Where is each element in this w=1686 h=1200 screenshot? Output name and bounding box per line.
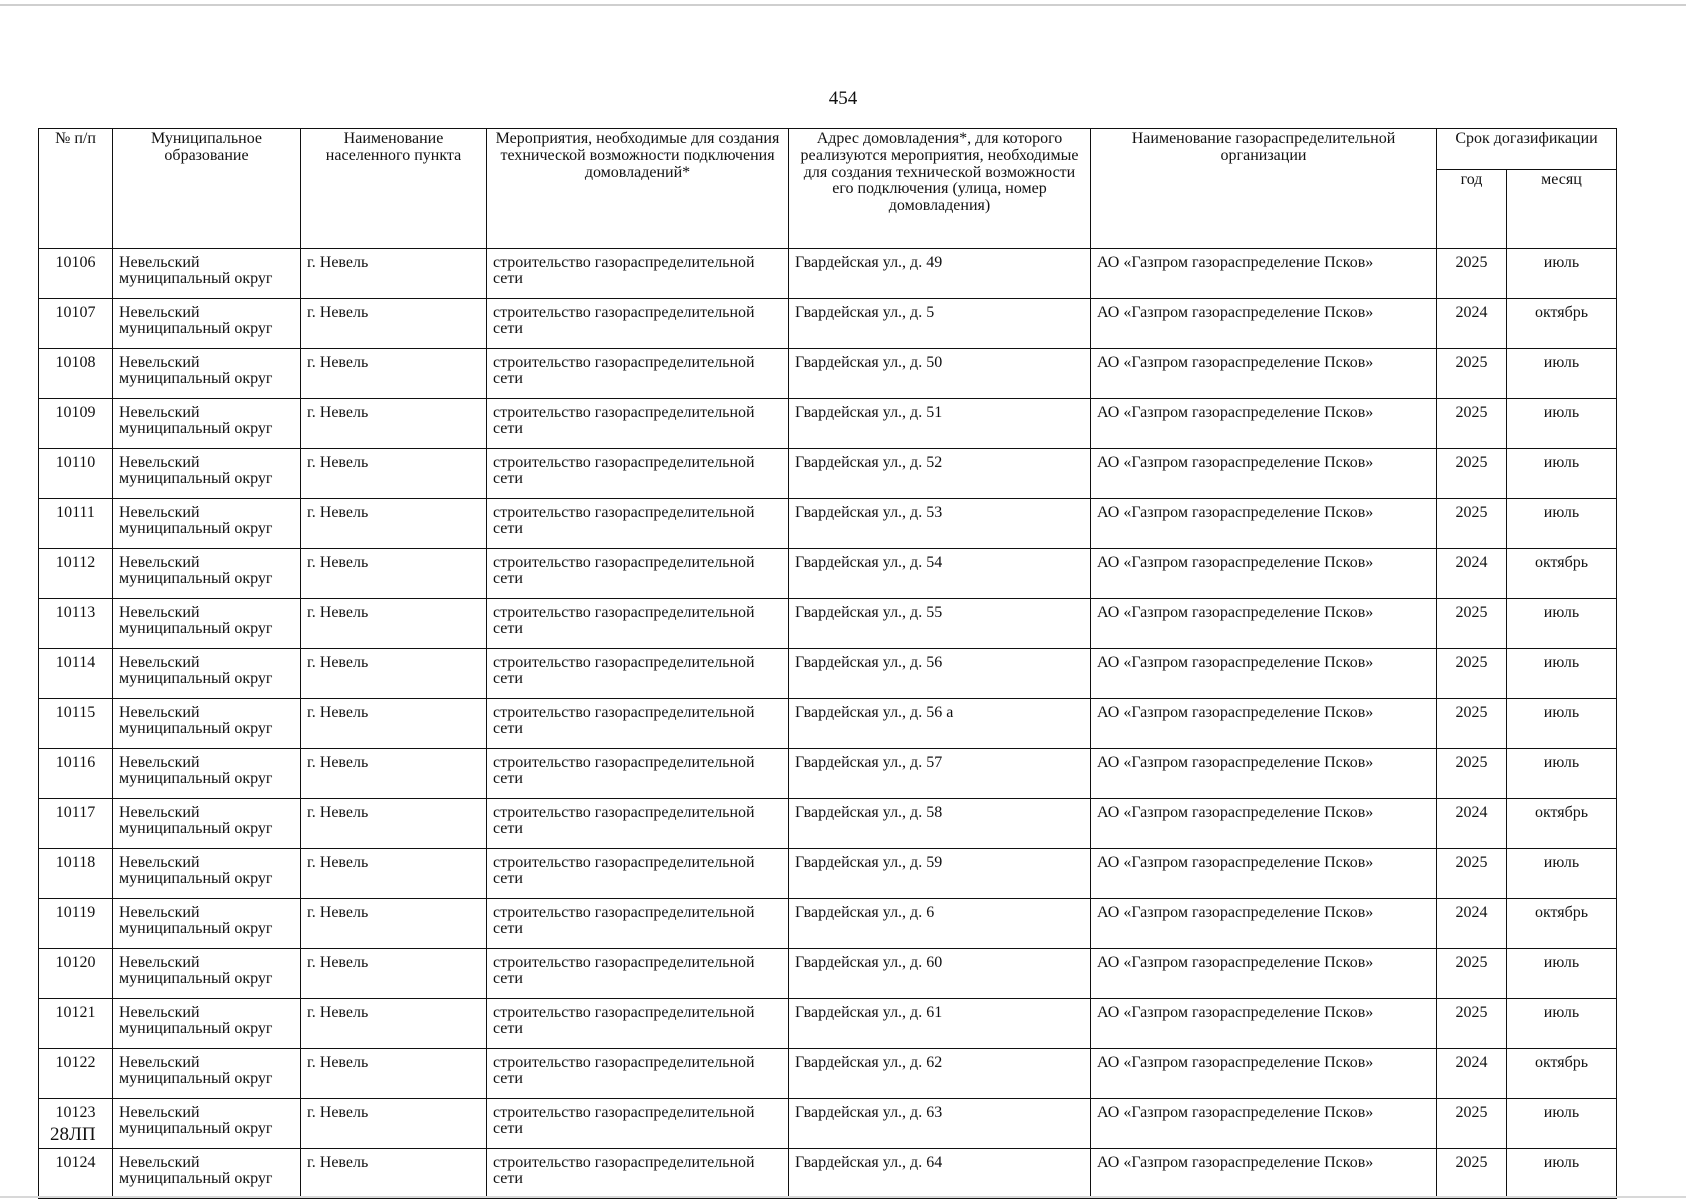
address-cell: Гвардейская ул., д. 64 bbox=[789, 1149, 1091, 1199]
measures-cell: строительство газораспределительной сети bbox=[487, 999, 789, 1049]
measures-cell: строительство газораспределительной сети bbox=[487, 1049, 789, 1099]
measures-cell: строительство газораспределительной сети bbox=[487, 1149, 789, 1199]
locality-cell: г. Невель bbox=[301, 599, 487, 649]
locality-cell: г. Невель bbox=[301, 899, 487, 949]
locality-cell: г. Невель bbox=[301, 999, 487, 1049]
municipality-cell: Невельский муниципальный округ bbox=[113, 999, 301, 1049]
header-measures: Мероприятия, необходимые для создания технической возможности подключения домовладений* bbox=[487, 129, 789, 249]
organization-cell: АО «Газпром газораспределение Псков» bbox=[1091, 649, 1437, 699]
month-cell: июль bbox=[1507, 649, 1617, 699]
row-num-cell: 10107 bbox=[39, 299, 113, 349]
month-cell: июль bbox=[1507, 499, 1617, 549]
organization-cell: АО «Газпром газораспределение Псков» bbox=[1091, 849, 1437, 899]
measures-cell: строительство газораспределительной сети bbox=[487, 849, 789, 899]
address-cell: Гвардейская ул., д. 51 bbox=[789, 399, 1091, 449]
measures-cell: строительство газораспределительной сети bbox=[487, 799, 789, 849]
year-cell: 2025 bbox=[1437, 499, 1507, 549]
municipality-cell: Невельский муниципальный округ bbox=[113, 299, 301, 349]
month-cell: июль bbox=[1507, 749, 1617, 799]
table-row bbox=[39, 799, 1617, 849]
locality-cell: г. Невель bbox=[301, 399, 487, 449]
table-row bbox=[39, 749, 1617, 799]
address-cell: Гвардейская ул., д. 58 bbox=[789, 799, 1091, 849]
table-body bbox=[39, 249, 1617, 1199]
municipality-cell: Невельский муниципальный округ bbox=[113, 1049, 301, 1099]
organization-cell: АО «Газпром газораспределение Псков» bbox=[1091, 249, 1437, 299]
year-cell: 2025 bbox=[1437, 999, 1507, 1049]
table-row bbox=[39, 1099, 1617, 1149]
row-num-cell: 10118 bbox=[39, 849, 113, 899]
organization-cell: АО «Газпром газораспределение Псков» bbox=[1091, 499, 1437, 549]
row-num-cell: 10110 bbox=[39, 449, 113, 499]
measures-cell: строительство газораспределительной сети bbox=[487, 649, 789, 699]
address-cell: Гвардейская ул., д. 60 bbox=[789, 949, 1091, 999]
header-month: месяц bbox=[1507, 170, 1617, 249]
locality-cell: г. Невель bbox=[301, 849, 487, 899]
measures-cell: строительство газораспределительной сети bbox=[487, 499, 789, 549]
municipality-cell: Невельский муниципальный округ bbox=[113, 849, 301, 899]
page-number: 454 bbox=[828, 88, 858, 109]
month-cell: октябрь bbox=[1507, 899, 1617, 949]
address-cell: Гвардейская ул., д. 59 bbox=[789, 849, 1091, 899]
municipality-cell: Невельский муниципальный округ bbox=[113, 799, 301, 849]
organization-cell: АО «Газпром газораспределение Псков» bbox=[1091, 1149, 1437, 1199]
organization-cell: АО «Газпром газораспределение Псков» bbox=[1091, 699, 1437, 749]
year-cell: 2024 bbox=[1437, 549, 1507, 599]
organization-cell: АО «Газпром газораспределение Псков» bbox=[1091, 899, 1437, 949]
header-num: № п/п bbox=[39, 129, 113, 249]
month-cell: июль bbox=[1507, 999, 1617, 1049]
address-cell: Гвардейская ул., д. 50 bbox=[789, 349, 1091, 399]
organization-cell: АО «Газпром газораспределение Псков» bbox=[1091, 549, 1437, 599]
header-address: Адрес домовладения*, для которого реализуются мероприятия, необходимые для создания технической возможности его подключения (улица, номер домовладения) bbox=[789, 129, 1091, 249]
locality-cell: г. Невель bbox=[301, 549, 487, 599]
address-cell: Гвардейская ул., д. 53 bbox=[789, 499, 1091, 549]
row-num-cell: 10108 bbox=[39, 349, 113, 399]
year-cell: 2024 bbox=[1437, 299, 1507, 349]
month-cell: июль bbox=[1507, 349, 1617, 399]
municipality-cell: Невельский муниципальный округ bbox=[113, 1149, 301, 1199]
month-cell: июль bbox=[1507, 699, 1617, 749]
month-cell: июль bbox=[1507, 449, 1617, 499]
scan-edge-top bbox=[0, 4, 1686, 6]
month-cell: июль bbox=[1507, 1149, 1617, 1199]
scan-edge-bottom bbox=[0, 1196, 1686, 1198]
measures-cell: строительство газораспределительной сети bbox=[487, 749, 789, 799]
row-num-cell: 10119 bbox=[39, 899, 113, 949]
address-cell: Гвардейская ул., д. 49 bbox=[789, 249, 1091, 299]
row-num-cell: 10115 bbox=[39, 699, 113, 749]
organization-cell: АО «Газпром газораспределение Псков» bbox=[1091, 599, 1437, 649]
municipality-cell: Невельский муниципальный округ bbox=[113, 899, 301, 949]
organization-cell: АО «Газпром газораспределение Псков» bbox=[1091, 299, 1437, 349]
year-cell: 2025 bbox=[1437, 599, 1507, 649]
header-locality: Наименование населенного пункта bbox=[301, 129, 487, 249]
table-row bbox=[39, 349, 1617, 399]
organization-cell: АО «Газпром газораспределение Псков» bbox=[1091, 1049, 1437, 1099]
gasification-table bbox=[38, 128, 1617, 1199]
year-cell: 2024 bbox=[1437, 899, 1507, 949]
month-cell: июль bbox=[1507, 1099, 1617, 1149]
row-num-cell: 10117 bbox=[39, 799, 113, 849]
year-cell: 2024 bbox=[1437, 1049, 1507, 1099]
year-cell: 2025 bbox=[1437, 749, 1507, 799]
measures-cell: строительство газораспределительной сети bbox=[487, 949, 789, 999]
address-cell: Гвардейская ул., д. 62 bbox=[789, 1049, 1091, 1099]
organization-cell: АО «Газпром газораспределение Псков» bbox=[1091, 799, 1437, 849]
locality-cell: г. Невель bbox=[301, 1099, 487, 1149]
year-cell: 2025 bbox=[1437, 399, 1507, 449]
municipality-cell: Невельский муниципальный округ bbox=[113, 649, 301, 699]
measures-cell: строительство газораспределительной сети bbox=[487, 449, 789, 499]
year-cell: 2025 bbox=[1437, 1149, 1507, 1199]
municipality-cell: Невельский муниципальный округ bbox=[113, 699, 301, 749]
year-cell: 2025 bbox=[1437, 1099, 1507, 1149]
row-num-cell: 10122 bbox=[39, 1049, 113, 1099]
table-row bbox=[39, 1049, 1617, 1099]
measures-cell: строительство газораспределительной сети bbox=[487, 399, 789, 449]
organization-cell: АО «Газпром газораспределение Псков» bbox=[1091, 1099, 1437, 1149]
measures-cell: строительство газораспределительной сети bbox=[487, 349, 789, 399]
table-row bbox=[39, 499, 1617, 549]
municipality-cell: Невельский муниципальный округ bbox=[113, 349, 301, 399]
table-row bbox=[39, 1149, 1617, 1199]
address-cell: Гвардейская ул., д. 54 bbox=[789, 549, 1091, 599]
organization-cell: АО «Газпром газораспределение Псков» bbox=[1091, 749, 1437, 799]
locality-cell: г. Невель bbox=[301, 949, 487, 999]
address-cell: Гвардейская ул., д. 52 bbox=[789, 449, 1091, 499]
header-municipality: Муниципальное образование bbox=[113, 129, 301, 249]
year-cell: 2024 bbox=[1437, 799, 1507, 849]
month-cell: октябрь bbox=[1507, 549, 1617, 599]
year-cell: 2025 bbox=[1437, 949, 1507, 999]
row-num-cell: 10121 bbox=[39, 999, 113, 1049]
locality-cell: г. Невель bbox=[301, 699, 487, 749]
row-num-cell: 10109 bbox=[39, 399, 113, 449]
year-cell: 2025 bbox=[1437, 249, 1507, 299]
month-cell: июль bbox=[1507, 849, 1617, 899]
month-cell: октябрь bbox=[1507, 799, 1617, 849]
table-row bbox=[39, 549, 1617, 599]
row-num-cell: 10113 bbox=[39, 599, 113, 649]
locality-cell: г. Невель bbox=[301, 749, 487, 799]
table-header bbox=[39, 129, 1617, 249]
month-cell: июль bbox=[1507, 599, 1617, 649]
measures-cell: строительство газораспределительной сети bbox=[487, 599, 789, 649]
municipality-cell: Невельский муниципальный округ bbox=[113, 599, 301, 649]
locality-cell: г. Невель bbox=[301, 249, 487, 299]
header-deadline: Срок догазификации bbox=[1437, 129, 1617, 170]
address-cell: Гвардейская ул., д. 57 bbox=[789, 749, 1091, 799]
address-cell: Гвардейская ул., д. 55 bbox=[789, 599, 1091, 649]
municipality-cell: Невельский муниципальный округ bbox=[113, 549, 301, 599]
table-row bbox=[39, 299, 1617, 349]
table-row bbox=[39, 449, 1617, 499]
organization-cell: АО «Газпром газораспределение Псков» bbox=[1091, 449, 1437, 499]
footer-code: 28ЛП bbox=[50, 1124, 96, 1145]
month-cell: июль bbox=[1507, 949, 1617, 999]
year-cell: 2025 bbox=[1437, 349, 1507, 399]
table-row bbox=[39, 699, 1617, 749]
locality-cell: г. Невель bbox=[301, 449, 487, 499]
measures-cell: строительство газораспределительной сети bbox=[487, 549, 789, 599]
table-row bbox=[39, 599, 1617, 649]
row-num-cell: 10111 bbox=[39, 499, 113, 549]
organization-cell: АО «Газпром газораспределение Псков» bbox=[1091, 349, 1437, 399]
row-num-cell: 10114 bbox=[39, 649, 113, 699]
table-row bbox=[39, 399, 1617, 449]
municipality-cell: Невельский муниципальный округ bbox=[113, 249, 301, 299]
measures-cell: строительство газораспределительной сети bbox=[487, 1099, 789, 1149]
row-num-cell: 10123 bbox=[39, 1099, 113, 1149]
address-cell: Гвардейская ул., д. 61 bbox=[789, 999, 1091, 1049]
municipality-cell: Невельский муниципальный округ bbox=[113, 749, 301, 799]
header-organization: Наименование газораспределительной организации bbox=[1091, 129, 1437, 249]
row-num-cell: 10106 bbox=[39, 249, 113, 299]
table-row bbox=[39, 849, 1617, 899]
municipality-cell: Невельский муниципальный округ bbox=[113, 949, 301, 999]
locality-cell: г. Невель bbox=[301, 1049, 487, 1099]
locality-cell: г. Невель bbox=[301, 1149, 487, 1199]
month-cell: октябрь bbox=[1507, 299, 1617, 349]
locality-cell: г. Невель bbox=[301, 649, 487, 699]
year-cell: 2025 bbox=[1437, 699, 1507, 749]
header-year: год bbox=[1437, 170, 1507, 249]
locality-cell: г. Невель bbox=[301, 299, 487, 349]
measures-cell: строительство газораспределительной сети bbox=[487, 899, 789, 949]
year-cell: 2025 bbox=[1437, 449, 1507, 499]
locality-cell: г. Невель bbox=[301, 349, 487, 399]
table-row bbox=[39, 949, 1617, 999]
table-row bbox=[39, 649, 1617, 699]
table-row bbox=[39, 899, 1617, 949]
address-cell: Гвардейская ул., д. 63 bbox=[789, 1099, 1091, 1149]
measures-cell: строительство газораспределительной сети bbox=[487, 699, 789, 749]
row-num-cell: 10120 bbox=[39, 949, 113, 999]
address-cell: Гвардейская ул., д. 6 bbox=[789, 899, 1091, 949]
municipality-cell: Невельский муниципальный округ bbox=[113, 399, 301, 449]
measures-cell: строительство газораспределительной сети bbox=[487, 299, 789, 349]
row-num-cell: 10116 bbox=[39, 749, 113, 799]
municipality-cell: Невельский муниципальный округ bbox=[113, 499, 301, 549]
year-cell: 2025 bbox=[1437, 649, 1507, 699]
row-num-cell: 10112 bbox=[39, 549, 113, 599]
municipality-cell: Невельский муниципальный округ bbox=[113, 1099, 301, 1149]
row-num-cell: 10124 bbox=[39, 1149, 113, 1199]
year-cell: 2025 bbox=[1437, 849, 1507, 899]
table-row bbox=[39, 999, 1617, 1049]
month-cell: октябрь bbox=[1507, 1049, 1617, 1099]
table-row bbox=[39, 249, 1617, 299]
organization-cell: АО «Газпром газораспределение Псков» bbox=[1091, 999, 1437, 1049]
month-cell: июль bbox=[1507, 249, 1617, 299]
address-cell: Гвардейская ул., д. 56 bbox=[789, 649, 1091, 699]
municipality-cell: Невельский муниципальный округ bbox=[113, 449, 301, 499]
organization-cell: АО «Газпром газораспределение Псков» bbox=[1091, 949, 1437, 999]
measures-cell: строительство газораспределительной сети bbox=[487, 249, 789, 299]
address-cell: Гвардейская ул., д. 5 bbox=[789, 299, 1091, 349]
locality-cell: г. Невель bbox=[301, 799, 487, 849]
organization-cell: АО «Газпром газораспределение Псков» bbox=[1091, 399, 1437, 449]
address-cell: Гвардейская ул., д. 56 а bbox=[789, 699, 1091, 749]
locality-cell: г. Невель bbox=[301, 499, 487, 549]
month-cell: июль bbox=[1507, 399, 1617, 449]
